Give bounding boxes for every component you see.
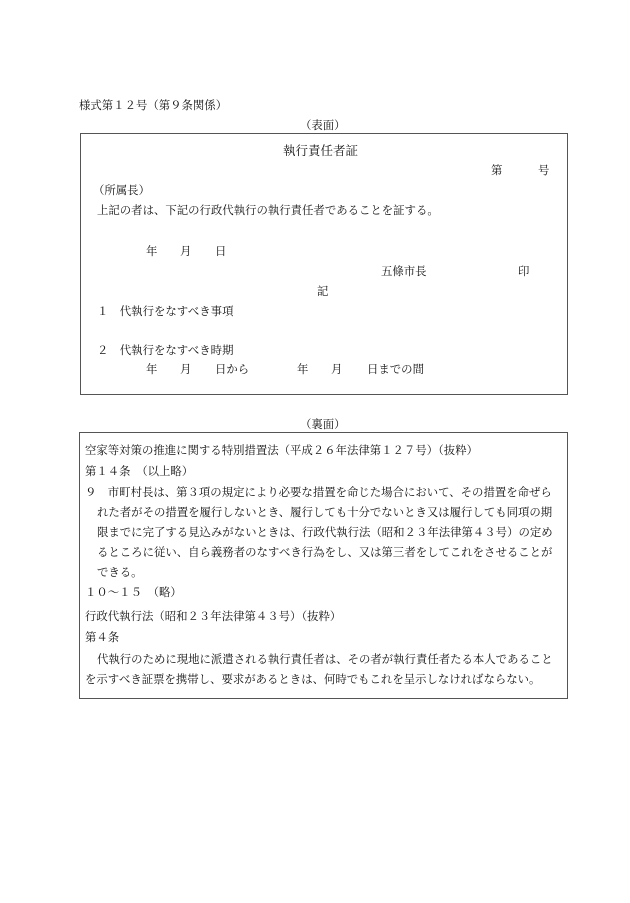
law1-title: 空家等対策の推進に関する特別措置法（平成２６年法律第１２７号）（抜粋） <box>85 443 478 457</box>
issue-date-month: 月 <box>180 244 192 258</box>
period-from-month: 月 <box>180 362 192 376</box>
issue-date-day: 日 <box>215 244 227 258</box>
ki-label: 記 <box>317 284 329 298</box>
law1-para9-line: ９ 市町村長は、第３項の規定により必要な措置を命じた場合において、その措置を命ぜら <box>85 485 552 499</box>
front-heading: （表面） <box>300 118 346 132</box>
card-title: 執行責任者証 <box>283 143 359 158</box>
law1-para9-line: 限までに完了する見込みがないときは、行政代執行法（昭和２３年法律第４３号）の定め <box>97 525 553 539</box>
back-heading: （裏面） <box>300 417 346 431</box>
certification-text: 上記の者は、下記の行政代執行の執行責任者であることを証する。 <box>97 203 439 217</box>
number-dai: 第 <box>491 163 503 177</box>
item-1-matters: １ 代執行をなすべき事項 <box>97 304 234 318</box>
affiliation-label: （所属長） <box>93 183 150 197</box>
law1-para9-line: れた者がその措置を履行しないとき、履行しても十分でないとき又は履行しても同項の期 <box>97 505 553 519</box>
item-2-timing: ２ 代執行をなすべき時期 <box>97 343 234 357</box>
issue-date-year: 年 <box>146 244 158 258</box>
issuer-name: 五條市長 <box>381 264 427 278</box>
period-to-year: 年 <box>297 362 309 376</box>
number-go: 号 <box>538 163 550 177</box>
law1-para9-line: るところに従い、自ら義務者のなすべき行為をし、又は第三者をしてこれをさせることが <box>97 545 553 559</box>
period-from-day: 日から <box>215 362 250 376</box>
period-from-year: 年 <box>146 362 158 376</box>
law1-omitted: １０～１５ （略） <box>85 585 182 599</box>
period-to-month: 月 <box>331 362 343 376</box>
law2-body-line: を示すべき証票を携帯し、要求があるときは、何時でもこれを呈示しなければならない。 <box>85 672 541 686</box>
law1-article: 第１４条 （以上略） <box>85 464 194 478</box>
law1-para9-line: できる。 <box>97 565 143 579</box>
form-number: 様式第１２号（第９条関係） <box>79 98 228 112</box>
law2-body-line: 代執行のために現地に派遣される執行責任者は、その者が執行責任者たる本人であること <box>97 652 553 666</box>
period-to-day: 日までの間 <box>367 362 424 376</box>
law2-article: 第４条 <box>85 630 120 644</box>
seal-mark: 印 <box>518 264 530 278</box>
law2-title: 行政代執行法（昭和２３年法律第４３号）（抜粋） <box>85 609 342 623</box>
